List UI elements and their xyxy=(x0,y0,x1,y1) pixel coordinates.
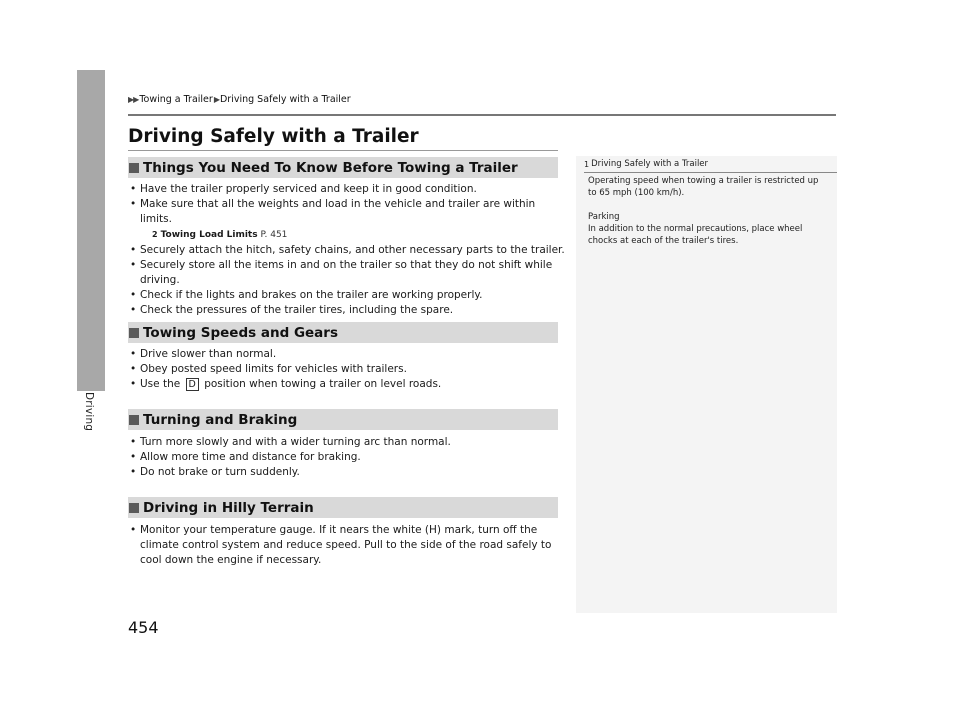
section-heading-label: Driving in Hilly Terrain xyxy=(143,499,314,516)
note-paragraph-parking: In addition to the normal precautions, place wheel chocks at each of the trailer's tires. xyxy=(588,224,803,246)
note-number-icon: 1 xyxy=(584,159,590,169)
list-item: • Obey posted speed limits for vehicles with trailers. xyxy=(128,362,568,377)
reference-arrow-icon: 2 xyxy=(152,230,158,239)
header-divider xyxy=(128,114,836,116)
note-title: Driving Safely with a Trailer xyxy=(591,159,709,169)
note-divider xyxy=(584,172,837,173)
list-item: • Turn more slowly and with a wider turning arc than normal. xyxy=(128,435,568,450)
page-number: 454 xyxy=(128,618,159,637)
bullet-list-turning-braking xyxy=(128,435,568,480)
gear-text-before: Use the xyxy=(140,378,181,390)
side-note-panel xyxy=(576,156,837,613)
section-heading-label: Towing Speeds and Gears xyxy=(143,324,338,341)
list-item: • Allow more time and distance for braking. xyxy=(128,450,568,465)
list-item-gear xyxy=(128,377,568,392)
breadcrumb-arrow-icon: ▶▶ xyxy=(128,95,139,104)
list-item: • Check the pressures of the trailer tires, including the spare. xyxy=(128,303,568,318)
page-title: Driving Safely with a Trailer xyxy=(128,126,419,147)
breadcrumb-arrow-icon: ▶ xyxy=(213,95,219,104)
list-item: • Have the trailer properly serviced and keep it in good condition. xyxy=(128,182,568,197)
note-subheading-parking: Parking xyxy=(588,212,620,222)
square-bullet-icon xyxy=(129,415,139,425)
cross-reference[interactable] xyxy=(128,227,568,243)
bullet-list-before-towing xyxy=(128,182,568,318)
breadcrumb-item-towing[interactable]: Towing a Trailer xyxy=(139,94,213,105)
section-heading-before-towing xyxy=(128,157,558,178)
breadcrumb xyxy=(128,94,351,105)
note-paragraph-speed: Operating speed when towing a trailer is restricted up to 65 mph (100 km/h). xyxy=(588,176,819,198)
section-heading-towing-speeds xyxy=(128,322,558,343)
square-bullet-icon xyxy=(129,503,139,513)
gear-text-after: position when towing a trailer on level roads. xyxy=(204,378,442,390)
title-divider xyxy=(128,150,558,151)
gear-d-indicator: D xyxy=(186,378,199,391)
section-heading-turning-braking xyxy=(128,409,558,430)
square-bullet-icon xyxy=(129,163,139,173)
list-item: • Drive slower than normal. xyxy=(128,347,568,362)
reference-title[interactable]: Towing Load Limits xyxy=(160,230,258,240)
bullet-list-towing-speeds xyxy=(128,347,568,392)
chapter-tab-label: Driving xyxy=(83,392,95,432)
list-item: • Monitor your temperature gauge. If it nears the white (H) mark, turn off the climate control system and reduce speed. Pull to the side of the road safely to cool down the engine if necessary. xyxy=(128,523,563,568)
note-body xyxy=(588,175,828,247)
section-heading-label: Things You Need To Know Before Towing a Trailer xyxy=(143,159,518,176)
list-item: • Do not brake or turn suddenly. xyxy=(128,465,568,480)
bullet-list-hilly-terrain xyxy=(128,523,563,568)
list-item: • Securely attach the hitch, safety chains, and other necessary parts to the trailer. xyxy=(128,243,568,258)
list-item: • Check if the lights and brakes on the trailer are working properly. xyxy=(128,288,568,303)
reference-page[interactable]: P. 451 xyxy=(260,230,288,240)
breadcrumb-item-driving-safely[interactable]: Driving Safely with a Trailer xyxy=(219,94,351,105)
list-item: • Make sure that all the weights and load in the vehicle and trailer are within limits. xyxy=(128,197,568,227)
section-heading-hilly-terrain xyxy=(128,497,558,518)
square-bullet-icon xyxy=(129,328,139,338)
section-heading-label: Turning and Braking xyxy=(143,411,298,428)
chapter-tab xyxy=(77,70,105,391)
note-header xyxy=(584,159,708,169)
list-item: • Securely store all the items in and on the trailer so that they do not shift while driving. xyxy=(128,258,568,288)
